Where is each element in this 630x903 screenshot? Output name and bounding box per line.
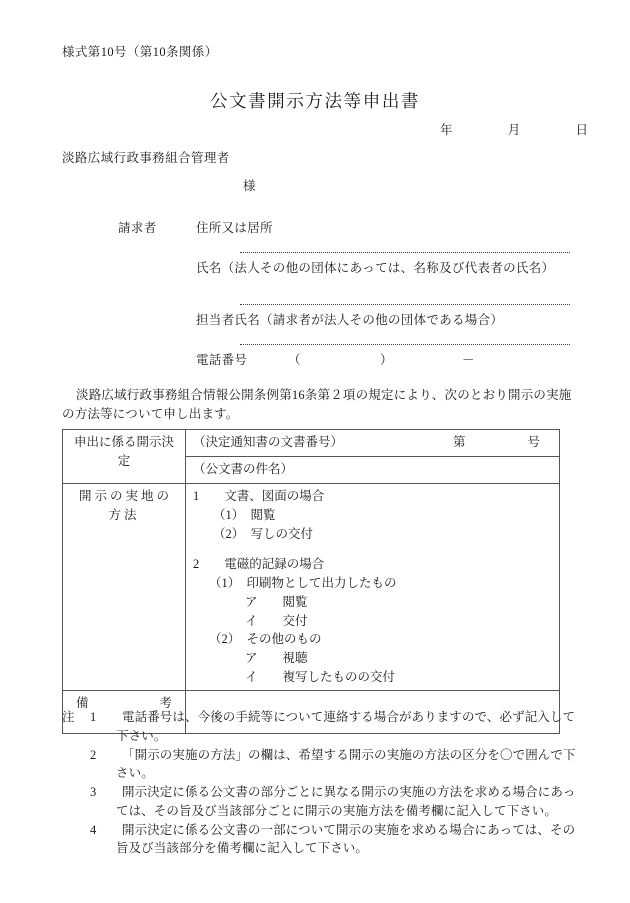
telephone-dash: － [462,353,475,367]
date-line [440,120,588,138]
decision-subject-cell[interactable] [186,457,560,484]
method-1-heading: 1 文書、図面の場合 [193,489,325,503]
note-number: 4 [90,822,97,837]
list-item [62,708,582,746]
note-text: 開示決定に係る公文書の部分ごとに異なる開示の実施の方法を求める場合にあっては、その旨及び当該部分ごとに開示の実施方法を備考欄に記入して下さい。 [116,785,576,818]
application-table [62,429,560,734]
decision-subject-label: （公文書の件名） [193,462,294,476]
method-2-option-2[interactable]: （2） その他のもの [209,632,322,647]
telephone-field-label: 電話番号 [196,353,248,367]
notes-section [62,708,582,858]
method-2-option-1-a[interactable]: ア 閲覧 [245,594,308,609]
remarks-label-left: 備 [76,695,89,710]
method-1-option-1[interactable]: （1） 閲覧 [213,507,276,522]
decision-label-text: 申出に係る開示決定 [73,435,174,468]
staff-name-field-label: 担当者氏名（請求者が法人その他の団体である場合） [196,313,504,327]
list-item [62,821,582,859]
name-write-line[interactable] [240,303,570,305]
decision-gou-label: 号 [527,435,541,449]
telephone-paren-close: ） [380,353,393,367]
body-paragraph: 淡路広域行政事務組合情報公開条例第16条第２項の規定により、次のとおり開示の実施の方法等について申し出ます。 [62,388,572,422]
addressee: 淡路広域行政事務組合管理者 [62,151,230,165]
page-title: 公文書開示方法等申出書 [209,91,421,111]
note-text: 電話番号は、今後の手続等について連絡する場合がありますので、必ず記入して下さい。 [116,710,576,743]
method-2-option-2-b[interactable]: イ 複写したものの交付 [245,669,396,684]
address-write-line[interactable] [240,251,570,253]
note-text: 開示決定に係る公文書の一部について開示の実施を求める場合にあっては、その旨及び当該部分を備考欄に記入して下さい。 [116,822,576,856]
addressee-honorific: 様 [243,179,256,193]
method-options-cell[interactable] [186,484,560,691]
decision-docnumber-label: （決定通知書の文書番号） [193,435,344,449]
telephone-paren-open: （ [288,353,301,367]
method-2-option-1[interactable]: （1） 印刷物として出力したもの [209,576,397,590]
list-item [62,746,582,784]
form-number: 様式第10号（第10条関係） [62,45,218,59]
method-group-divider [193,543,552,555]
method-label-text: 開示の実地の方法 [78,489,172,522]
method-2-heading: 2 電磁的記録の場合 [193,557,325,572]
method-2-option-2-a[interactable]: ア 視聴 [245,651,308,665]
decision-label-cell [63,430,186,484]
remarks-label-right: 考 [159,695,172,710]
method-group-2 [193,555,552,686]
date-month-label: 月 [507,123,521,137]
list-item [62,783,582,821]
method-2-option-1-b[interactable]: イ 交付 [245,613,308,628]
date-year-label: 年 [440,123,453,137]
note-number: 2 [90,747,97,762]
method-label-cell [63,484,186,691]
requester-label: 請求者 [118,221,157,235]
note-text: 「開示の実施の方法」の欄は、希望する開示の実施の方法の区分を〇で囲んで下さい。 [116,747,576,781]
table-row [63,484,560,691]
method-1-option-2[interactable]: （2） 写しの交付 [213,526,314,541]
table-row [63,430,560,457]
decision-docnumber-cell[interactable] [186,430,560,457]
address-field-label: 住所又は居所 [196,221,273,235]
note-number: 1 [90,710,97,724]
name-field-label: 氏名（法人その他の団体にあっては、名称及び代表者の氏名） [196,261,555,275]
decision-dai-label: 第 [453,435,466,449]
method-group-1 [193,487,552,543]
note-number: 3 [90,785,97,799]
staff-name-write-line[interactable] [240,343,570,345]
date-day-label: 日 [575,123,588,137]
notes-marker: 注 [62,710,75,724]
